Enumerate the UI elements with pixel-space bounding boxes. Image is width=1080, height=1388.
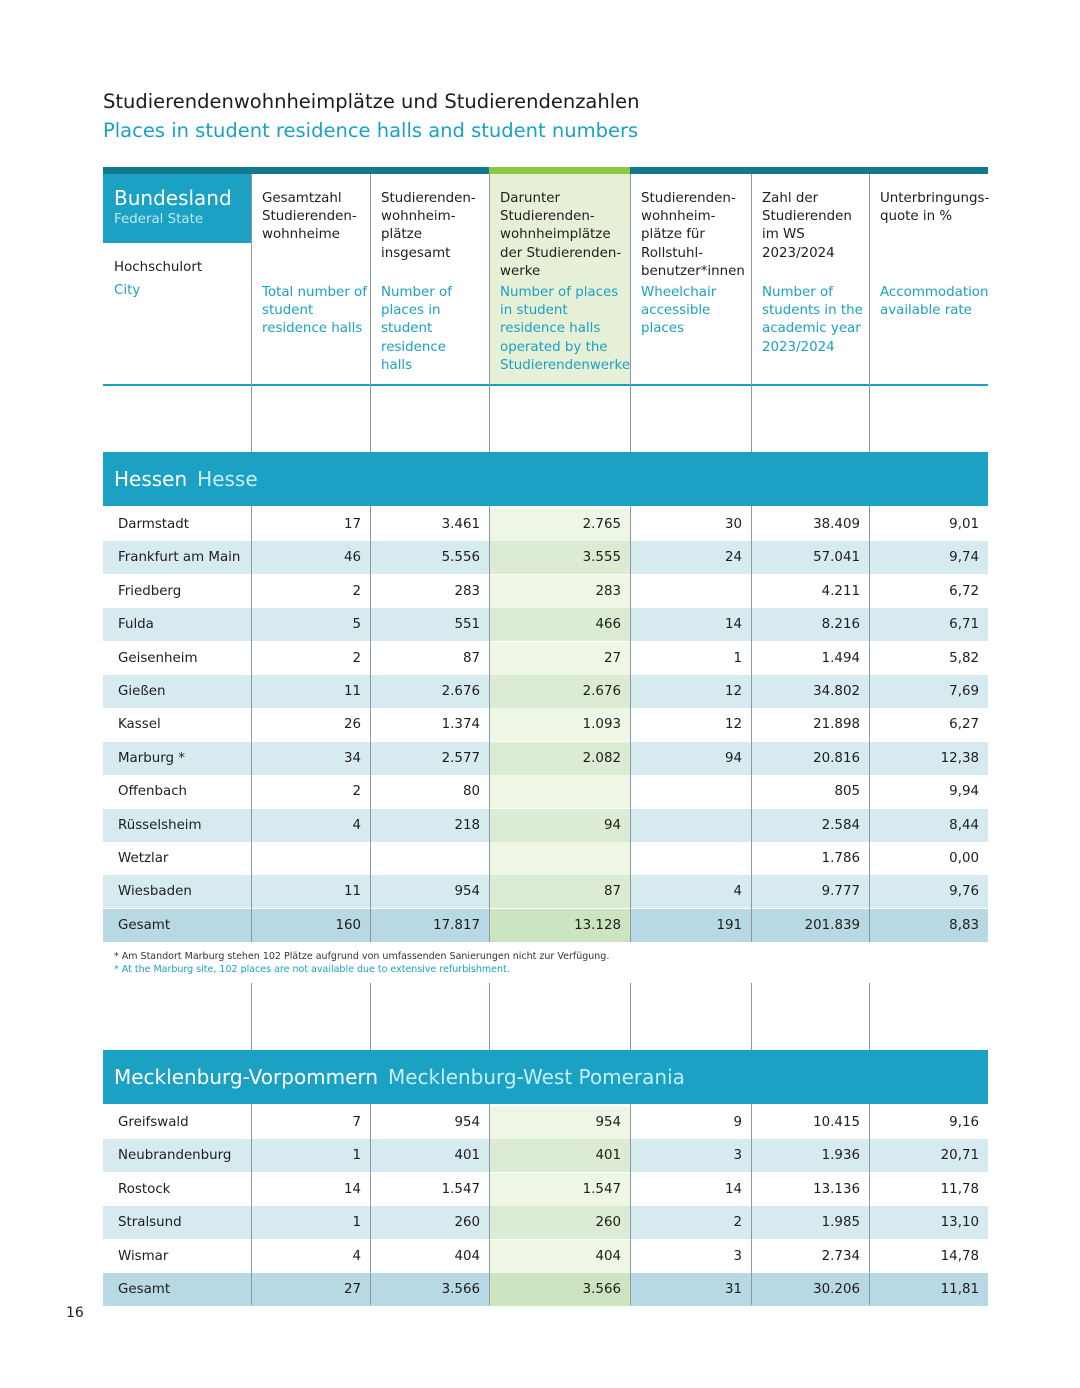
value-cell: 6,72 [949, 583, 979, 599]
value-cell: 27 [343, 1282, 361, 1297]
table-row [103, 608, 988, 641]
value-cell: 2.676 [441, 684, 480, 699]
grid-line [489, 983, 490, 1050]
value-cell: 6,71 [949, 617, 979, 633]
city-cell: Gesamt [118, 1282, 171, 1297]
value-cell: 12,38 [940, 750, 979, 766]
value-cell: 11,78 [940, 1181, 979, 1197]
value-cell [631, 775, 751, 808]
column-header-de: Gesamtzahl Studierenden-wohnheime [262, 191, 357, 243]
city-label: City [114, 283, 141, 298]
table-row [103, 1173, 988, 1206]
value-cell: 260 [454, 1215, 480, 1231]
value-cell: 201.839 [804, 917, 860, 933]
column-header-accommodation-rate [870, 174, 988, 384]
city-cell: Gießen [118, 684, 166, 699]
header-top-bar-highlight [489, 167, 630, 174]
table-row [103, 541, 988, 574]
city-cell: Frankfurt am Main [118, 550, 241, 566]
table-row [103, 575, 988, 608]
grid-line [489, 174, 490, 452]
value-cell [252, 842, 370, 875]
column-header-en: Wheelchair accessible places [641, 285, 717, 337]
value-cell: 14 [724, 617, 742, 633]
value-cell: 1.985 [821, 1215, 860, 1231]
column-header-residence-halls [252, 174, 370, 384]
value-cell: 160 [335, 917, 361, 933]
value-cell [631, 809, 751, 842]
value-cell: 9,74 [949, 550, 979, 566]
value-cell: 2.584 [821, 817, 860, 833]
value-cell: 14 [724, 1181, 742, 1197]
city-cell: Kassel [118, 717, 161, 733]
region-name-en: Mecklenburg-West Pomerania [388, 1065, 685, 1089]
column-header-studierendenwerke-places [490, 174, 630, 384]
value-cell: 26 [343, 717, 361, 733]
value-cell: 13,10 [940, 1215, 979, 1231]
value-cell [631, 575, 751, 608]
value-cell: 27 [490, 642, 630, 675]
city-cell: Fulda [118, 617, 154, 633]
value-cell: 7 [352, 1115, 361, 1130]
value-cell: 8,44 [949, 817, 979, 833]
city-cell: Wiesbaden [118, 884, 192, 900]
value-cell: 401 [454, 1148, 480, 1164]
value-cell: 1.093 [490, 708, 630, 741]
value-cell: 5,82 [949, 650, 979, 666]
value-cell: 551 [454, 617, 480, 633]
value-cell: 57.041 [813, 550, 860, 566]
table-total-row [103, 909, 988, 942]
bundesland-header [103, 174, 251, 243]
value-cell: 0,00 [949, 851, 979, 866]
value-cell: 404 [454, 1248, 480, 1264]
table-row [103, 642, 988, 675]
city-cell: Rostock [118, 1181, 171, 1197]
value-cell: 24 [724, 550, 742, 566]
value-cell: 191 [716, 917, 742, 933]
column-header-de: Unterbringungs-quote in % [880, 191, 990, 225]
value-cell: 954 [454, 884, 480, 900]
grid-line [869, 1104, 870, 1305]
table-row [103, 675, 988, 708]
city-cell: Marburg * [118, 750, 185, 766]
value-cell: 12 [724, 717, 742, 733]
page-title-en: Places in student residence halls and student numbers [103, 119, 639, 142]
grid-line [869, 506, 870, 942]
value-cell: 2.577 [441, 750, 480, 766]
grid-line [869, 174, 870, 452]
column-header-students [752, 174, 869, 384]
value-cell: 2.765 [490, 508, 630, 541]
value-cell: 9,01 [949, 517, 979, 532]
value-cell [371, 842, 489, 875]
grid-line [370, 174, 371, 452]
value-cell: 1 [733, 650, 742, 666]
city-cell: Gesamt [118, 917, 171, 933]
value-cell: 5 [352, 617, 361, 633]
value-cell: 1 [352, 1215, 361, 1231]
value-cell: 14,78 [940, 1248, 979, 1264]
table-row [103, 708, 988, 741]
value-cell: 283 [454, 583, 480, 599]
value-cell: 404 [490, 1240, 630, 1273]
column-header-en: Total number of student residence halls [262, 285, 367, 337]
value-cell: 21.898 [813, 717, 860, 733]
column-header-en: Number of places in student residence halls operated by the Studierendenwerke [500, 285, 631, 373]
value-cell: 9,76 [949, 884, 979, 900]
value-cell: 14 [343, 1181, 361, 1197]
value-cell: 11,81 [940, 1282, 979, 1297]
value-cell: 3 [733, 1148, 742, 1164]
city-cell: Darmstadt [118, 517, 190, 532]
value-cell: 2 [733, 1215, 742, 1231]
table-row [103, 1139, 988, 1172]
footnote-en: * At the Marburg site, 102 places are not available due to extensive refurbishment. [114, 964, 510, 975]
value-cell: 401 [490, 1139, 630, 1172]
value-cell: 34.802 [813, 684, 860, 699]
city-cell: Greifswald [118, 1115, 189, 1130]
value-cell: 4.211 [821, 583, 860, 599]
grid-line [751, 506, 752, 942]
grid-line [370, 506, 371, 942]
column-header-en: Number of students in the academic year 2023/2024 [762, 285, 863, 355]
header-divider [103, 384, 988, 386]
value-cell: 1.494 [821, 650, 860, 666]
value-cell: 10.415 [813, 1115, 860, 1130]
value-cell: 6,27 [949, 717, 979, 733]
region-name-de: Mecklenburg-Vorpommern [114, 1065, 378, 1089]
value-cell: 31 [724, 1282, 742, 1297]
value-cell: 30 [724, 517, 742, 532]
value-cell: 12 [724, 684, 742, 699]
value-cell: 20.816 [813, 750, 860, 766]
grid-line [630, 1104, 631, 1305]
value-cell: 260 [490, 1206, 630, 1239]
page-number: 16 [66, 1305, 84, 1321]
table-row [103, 742, 988, 775]
value-cell: 20,71 [940, 1148, 979, 1164]
value-cell: 46 [343, 550, 361, 566]
city-cell: Friedberg [118, 583, 182, 599]
value-cell: 3.461 [441, 517, 480, 532]
column-header-wheelchair-places [631, 174, 751, 384]
value-cell: 8.216 [821, 617, 860, 633]
value-cell: 11 [343, 884, 361, 900]
value-cell: 1.547 [441, 1181, 480, 1197]
value-cell: 17 [343, 517, 361, 532]
grid-line [630, 506, 631, 942]
grid-line [489, 506, 490, 942]
value-cell: 1.936 [821, 1148, 860, 1164]
table-row [103, 508, 988, 541]
city-cell: Geisenheim [118, 650, 198, 666]
region-name-de: Hessen [114, 467, 188, 491]
value-cell: 9 [733, 1115, 742, 1130]
value-cell: 1.786 [821, 851, 860, 866]
value-cell: 2.082 [490, 742, 630, 775]
federal-state-label: Federal State [114, 212, 204, 227]
grid-line [251, 174, 252, 452]
value-cell: 8,83 [949, 917, 979, 933]
value-cell: 5.556 [441, 550, 480, 566]
value-cell: 466 [490, 608, 630, 641]
column-header-places-total [371, 174, 489, 384]
value-cell [631, 842, 751, 875]
value-cell: 9,16 [949, 1115, 979, 1130]
value-cell: 38.409 [813, 517, 860, 532]
column-header-de: Zahl der Studierenden im WS 2023/2024 [762, 191, 852, 261]
column-header-en: Number of places in student residence halls [381, 285, 452, 373]
value-cell: 3.566 [490, 1273, 630, 1306]
value-cell: 1 [352, 1148, 361, 1164]
value-cell: 7,69 [949, 684, 979, 699]
table-row [103, 775, 988, 808]
grid-line [630, 983, 631, 1050]
value-cell [490, 775, 630, 808]
city-cell: Stralsund [118, 1215, 182, 1231]
value-cell: 2.734 [821, 1248, 860, 1264]
table-row [103, 842, 988, 875]
footnote-de: * Am Standort Marburg stehen 102 Plätze aufgrund von umfassenden Sanierungen nicht zur Verfügung. [114, 951, 610, 962]
value-cell: 2 [352, 583, 361, 599]
value-cell: 4 [352, 817, 361, 833]
region-header-hessen [103, 452, 988, 506]
grid-line [370, 983, 371, 1050]
value-cell: 11 [343, 684, 361, 699]
city-cell: Offenbach [118, 784, 188, 800]
grid-line [751, 1104, 752, 1305]
value-cell: 2 [352, 650, 361, 666]
value-cell: 283 [490, 575, 630, 608]
table-row [103, 1106, 988, 1139]
column-header-de: Studierenden-wohnheim-plätze für Rollstuhl-benutzer*innen [641, 191, 745, 279]
value-cell: 94 [724, 750, 742, 766]
city-cell: Neubrandenburg [118, 1148, 232, 1164]
bundesland-label: Bundesland [114, 186, 232, 210]
value-cell: 87 [490, 875, 630, 908]
value-cell: 3 [733, 1248, 742, 1264]
value-cell: 2.676 [490, 675, 630, 708]
grid-line [751, 174, 752, 452]
value-cell: 13.136 [813, 1181, 860, 1197]
value-cell: 1.374 [441, 717, 480, 733]
value-cell [490, 842, 630, 875]
grid-line [370, 1104, 371, 1305]
value-cell: 17.817 [433, 917, 480, 933]
table-row [103, 809, 988, 842]
column-header-de: Darunter Studierenden-wohnheimplätze der Studierenden-werke [500, 191, 622, 279]
value-cell: 954 [490, 1106, 630, 1139]
city-cell: Wetzlar [118, 851, 169, 866]
page-title-de: Studierendenwohnheimplätze und Studierendenzahlen [103, 90, 640, 113]
grid-line [489, 1104, 490, 1305]
region-name-en: Hesse [197, 467, 258, 491]
value-cell: 2 [352, 784, 361, 800]
value-cell: 9.777 [821, 884, 860, 900]
value-cell: 3.555 [490, 541, 630, 574]
value-cell: 87 [462, 650, 480, 666]
value-cell: 954 [454, 1115, 480, 1130]
value-cell: 80 [462, 784, 480, 800]
city-cell: Rüsselsheim [118, 817, 202, 833]
region-header-mecklenburg-vorpommern [103, 1050, 988, 1104]
table-total-row [103, 1273, 988, 1306]
city-cell: Wismar [118, 1248, 169, 1264]
column-header-de: Studierenden-wohnheim-plätze insgesamt [381, 191, 476, 261]
value-cell: 13.128 [490, 909, 630, 942]
value-cell: 94 [490, 809, 630, 842]
value-cell: 30.206 [813, 1282, 860, 1297]
value-cell: 34 [343, 750, 361, 766]
value-cell: 4 [352, 1248, 361, 1264]
table-row [103, 1240, 988, 1273]
value-cell: 1.547 [490, 1173, 630, 1206]
grid-line [251, 506, 252, 942]
column-header-en: Accommodation available rate [880, 285, 989, 319]
grid-line [630, 174, 631, 452]
table-row [103, 1206, 988, 1239]
grid-line [751, 983, 752, 1050]
value-cell: 4 [733, 884, 742, 900]
value-cell: 9,94 [949, 784, 979, 800]
table-row [103, 875, 988, 908]
value-cell: 805 [834, 784, 860, 800]
grid-line [251, 1104, 252, 1305]
hochschulort-label: Hochschulort [114, 260, 203, 275]
grid-line [869, 983, 870, 1050]
value-cell: 218 [454, 817, 480, 833]
grid-line [251, 983, 252, 1050]
value-cell: 3.566 [441, 1282, 480, 1297]
